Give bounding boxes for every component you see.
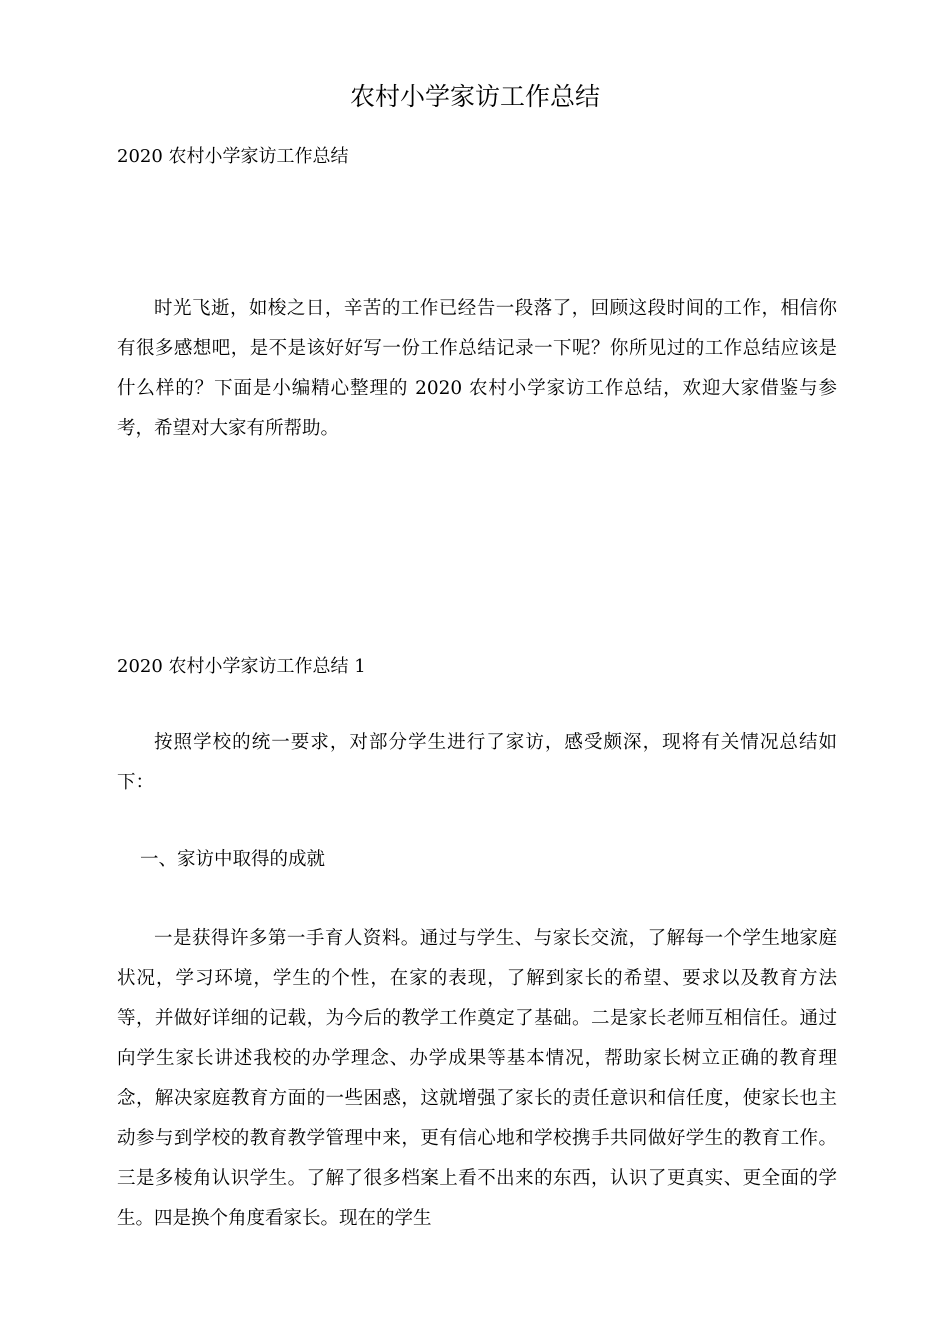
document-title: 农村小学家访工作总结: [349, 82, 600, 111]
body-paragraph-1: 按照学校的统一要求，对部分学生进行了家访，感受颇深，现将有关情况总结如下：: [117, 732, 837, 793]
document-subtitle: 2020 农村小学家访工作总结: [117, 146, 349, 167]
intro-paragraph: 时光飞逝，如梭之日，辛苦的工作已经告一段落了，回顾这段时间的工作，相信你有很多感想吧，是不是该好好写一份工作总结记录一下呢？你所见过的工作总结应该是什么样的？下面是小编精心整理的 2020 农村小学家访工作总结，欢迎大家借鉴与参考，希望对大家有所帮助。: [117, 298, 837, 439]
subsection-heading-1: 一、家访中取得的成就: [140, 849, 326, 870]
section-heading: 2020 农村小学家访工作总结 1: [117, 656, 366, 677]
body-paragraph-2: 一是获得许多第一手育人资料。通过与学生、与家长交流，了解每一个学生地家庭状况，学习环境，学生的个性，在家的表现，了解到家长的希望、要求以及教育方法等，并做好详细的记载，为今后的教学工作奠定了基础。二是家长老师互相信任。通过向学生家长讲述我校的办学理念、办学成果等基本情况，帮助家长树立正确的教育理念，解决家庭教育方面的一些困惑，这就增强了家长的责任意识和信任度，使家长也主动参与到学校的教育教学管理中来，更有信心地和学校携手共同做好学生的教育工作。三是多棱角认识学生。了解了很多档案上看不出来的东西，认识了更真实、更全面的学生。四是换个角度看家长。现在的学生: [117, 928, 837, 1229]
